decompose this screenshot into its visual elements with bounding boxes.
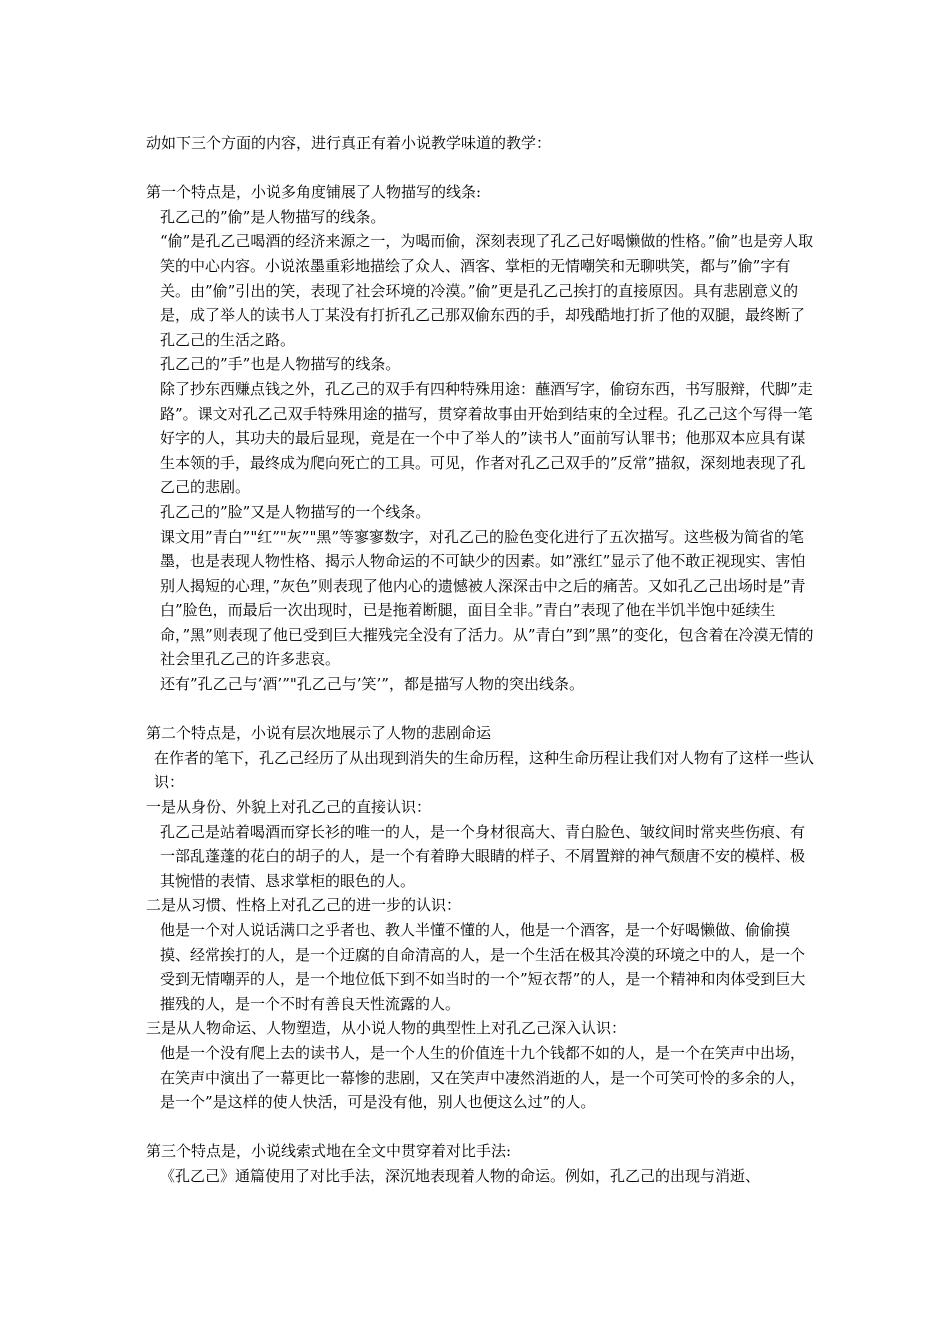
- body-paragraph: 孔乙己的”手”也是人物描写的线条。: [160, 355, 401, 374]
- body-paragraph: 孔乙己是站着喝酒而穿长衫的唯一的人，是一个身材很高大、青白脸色、皱纹间时常夹些伤痕、有一部乱蓬蓬的花白的胡子的人，是一个有着睁大眼睛的样子、不屑置辩的神气颓唐不安的模样、极其惋惜的表情、恳求掌柜的眼色的人。: [160, 822, 806, 890]
- document-body: [146, 131, 816, 1189]
- section-paragraph: 一是从身份、外貌上对孔乙己的直接认识：: [146, 798, 432, 817]
- body-paragraph: 孔乙己的”脸”又是人物描写的一个线条。: [160, 502, 431, 521]
- blank-line: [146, 1115, 816, 1140]
- body-paragraph: 除了抄东西赚点钱之外，孔乙己的双手有四种特殊用途：蘸酒写字，偷窃东西，书写服辩，代脚”走路”。课文对孔乙己双手特殊用途的描写，贯穿着故事由开始到结束的全过程。孔乙己这个写得一笔好字的人，其功夫的最后显现，竟是在一个中了举人的”读书人”面前写认罪书；他那双本应具有谋生本领的手，最终成为爬向死亡的工具。可见，作者对孔乙己双手的”反常”描叙，深刻地表现了孔乙己的悲剧。: [160, 379, 813, 497]
- body-paragraph: 在作者的笔下，孔乙己经历了从出现到消失的生命历程，这种生命历程让我们对人物有了这样一些认识：: [154, 748, 815, 792]
- section-paragraph: 第一个特点是，小说多角度铺展了人物描写的线条:: [146, 183, 482, 202]
- section-paragraph: 三是从人物命运、人物塑造，从小说人物的典型性上对孔乙己深入认识：: [146, 1019, 627, 1038]
- section-paragraph: 动如下三个方面的内容，进行真正有着小说教学味道的教学：: [146, 134, 552, 152]
- section-paragraph: 第三个特点是，小说线索式地在全文中贯穿着对比手法:: [146, 1142, 512, 1161]
- body-paragraph: 《孔乙己》通篇使用了对比手法，深沉地表现着人物的命运。例如，孔乙己的出现与消逝、: [160, 1166, 761, 1185]
- body-paragraph: 课文用”青白”"红”"灰”"黑”等寥寥数字，对孔乙己的脸色变化进行了五次描写。这些极为简省的笔墨，也是表现人物性格、揭示人物命运的不可缺少的因素。如”涨红”显示了他不敢正视现实、害怕别人揭短的心理，”灰色”则表现了他内心的遗憾被人深深击中之后的痛苦。又如孔乙己出场时是”青白”脸色，而最后一次出现时，已是拖着断腿，面目全非。”青白”表现了他在半饥半饱中延续生命，”黑”则表现了他已受到巨大摧残完全没有了活力。从”青白”到”黑”的变化，包含着在冷漠无情的社会里孔乙己的许多悲哀。: [160, 527, 814, 669]
- blank-line: [146, 156, 816, 181]
- body-paragraph: “偷”是孔乙己喝酒的经济来源之一，为喝而偷，深刻表现了孔乙己好喝懒做的性格。”偷”也是旁人取笑的中心内容。小说浓墨重彩地描绘了众人、酒客、掌柜的无情嘲笑和无聊哄笑，都与”偷”字有关。由”偷”引出的笑，表现了社会环境的冷漠。”偷”更是孔乙己挨打的直接原因。具有悲剧意义的是，成了举人的读书人丁某没有打折孔乙己那双偷东西的手，却残酷地打折了他的双腿，最终断了孔乙己的生活之路。: [160, 232, 814, 349]
- section-paragraph: 二是从习惯、性格上对孔乙己的进一步的认识：: [146, 896, 462, 915]
- section-paragraph: 第二个特点是，小说有层次地展示了人物的悲剧命运: [146, 724, 492, 743]
- body-paragraph: 他是一个对人说话满口之乎者也、教人半懂不懂的人，他是一个酒客，是一个好喝懒做、偷偷摸摸、经常挨打的人，是一个迂腐的自命清高的人，是一个生活在极其冷漠的环境之中的人，是一个受到无情嘲弄的人，是一个地位低下到不如当时的一个”短衣帮”的人，是一个精神和肉体受到巨大摧残的人，是一个不时有善良天性流露的人。: [160, 921, 806, 1013]
- body-paragraph: 还有”孔乙己与’酒’”"孔乙己与’笑’”，都是描写人物的突出线条。: [160, 675, 584, 694]
- blank-line: [146, 697, 816, 722]
- body-paragraph: 他是一个没有爬上去的读书人，是一个人生的价值连十九个钱都不如的人，是一个在笑声中出场，在笑声中演出了一幕更比一幕惨的悲剧，又在笑声中凄然消逝的人，是一个可笑可怜的多余的人，是一个”是这样的使人快活，可是没有他，别人也便这么过”的人。: [160, 1043, 806, 1112]
- body-paragraph: 孔乙己的”偷”是人物描写的线条。: [160, 207, 386, 226]
